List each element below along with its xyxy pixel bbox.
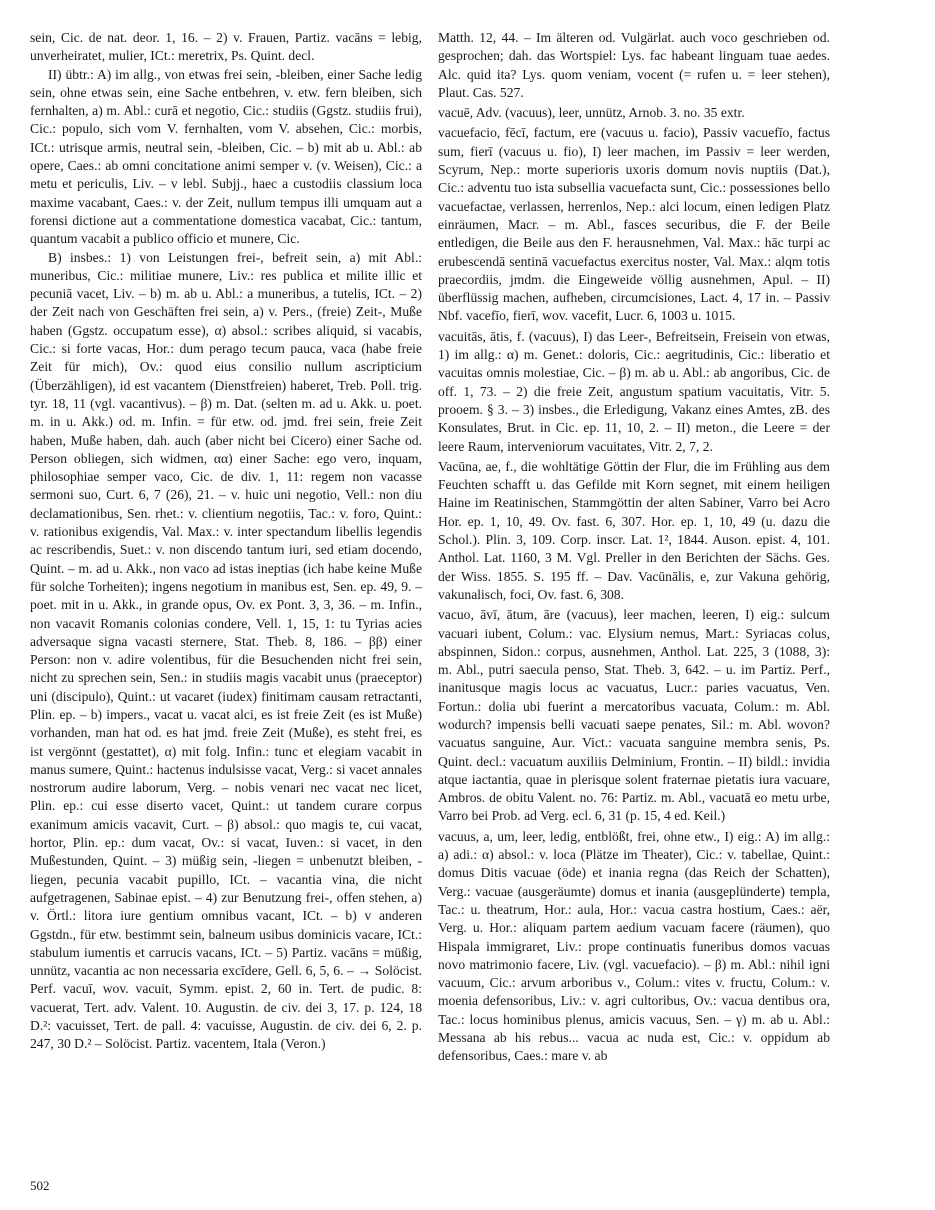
entry-paragraph: B) insbes.: 1) von Leistungen frei-, befreit sein, a) mit Abl.: muneribus, Cic.: militiae munere, Liv.: res publica et milite illic et pecuniā vacet, Liv. – b) m. ab u. Abl.: a muneribus, a tutelis, ICt. – 2) der Zeit nach von Geschäften frei sein, a) v. Pers., (freie) Zeit-, Muße haben (Ggstz. occupatum esse), α) absol.: scribes aliquid, si vacabis, Cic.: si forte vacas, Hor.: dum perago tecum pauca, vaca (habe freie Zeit für mich), Ov.: quod eius consilio nullum ascripticium (Überzähligen), id est vacantem (Dienstfreien) haberet, Treb. Poll. trig. tyr. 18, 11 (vgl. vacantivus). – β) m. Dat. (selten m. ad u. Akk. u. poet. m. in u. Akk.) od. m. Infin. = für etw. od. jmd. frei sein, freie Zeit haben, Muße haben, dah. auch (aber nicht bei Cicero) einer Sache od. Person obliegen, sich widmen, αα) einer Sache: ego vero, inquam, philosophiae semper vaco, Cic. de div. 1, 11: regem non vacasse sermoni suo, Curt. 6, 7 (26), 21. – v. huic uni negotio, Vell.: non diu declamationibus, Sen. rhet.: v. clientium negotiis, Tac.: v. foro, Quint.: v. rationibus exigendis, Val. Max.: v. inter spectandum libellis legendis ac rescribendis, Suet.: v. non discendo tantum iuri, sed etiam docendo, Quint. – m. ad u. Akk., non vaco ad istas ineptias (ich habe keine Muße für solche Torheiten); ingens negotium in manibus est, Sen. ep. 49, 9. – poet. mit in u. Akk., in grande opus, Ov. ex Pont. 3, 3, 36. – m. Infin., non vacavit Romanis colonias condere, Vell. 1, 15, 1: tu Tyrias acies adversaque signa vacasti sternere, Stat. Theb. 8, 186. – ββ) einer Person: non v. adire volentibus, für die Besuchenden nicht frei sein, nicht zu sprechen sein, Sen.: in studiis magis vacabit unus (praeceptor) uni (discipulo), Quint.: ut vacaret (iudex) finitimam causam retractanti, Plin. ep. – b) impers., vacat u. vacat alci, es ist freie Zeit (es ist Muße) vorhanden, man hat od. es hat jmd. freie Zeit (Muße), es steht frei, es ist vergönnt (gestattet), α) mit folg. Infin.: tunc et elegiam vacabit in manus sumere, Quint.: hactenus indulsisse vacat, Verg.: si vacet annales nostrorum audire laborum, Verg. – nobis venari nec vacat nec licet, Plin. ep.: cui esse diserto vacet, Quint.: ut tandem curare corpus exanimum amicis vacavit, Curt. – β) absol.: quo magis te, cui vacat, hortor, Plin. ep.: dum vacat, Ov.: si vacat, Iuven.: si vacet, in den Mußestunden, Quint. – 3) müßig sein, -liegen = unbenutzt bleiben, -liegen, pecunia vacabit pupillo, ICt. – vacantia vina, die nicht aufgetragenen, Sabinae epist. – 4) zur Benutzung frei-, offen stehen, a) v. Örtl.: litora iure gentium omnibus vacant, ICt. – b) v anderen Ggstdn., für etw. bestimmt sein, balneum usibus dominicis vacare, ICt.: stabulum iumentis et carrucis vacans, ICt. – 5) Partiz. vacāns = müßig, unnütz, vacantia ac non necessaria excīdere, Gell. 6, 5, 6. – → Solöcist. Perf. vacuī, wov. vacuit, Symm. epist. 2, 60 in. Tert. de pudic. 8: vacuerat, Tert. adv. Valent. 10. Augustin. de civ. dei 3, 17. p. 124, 18 D.²: vacuisset, Tert. de pall. 4: vacuisse, Augustin. de civ. dei 6, 2. p. 247, 30 D.² – Solöcist. Partiz. vacentem, Itala (Veron.) (30, 249, 422, 1052)
entry-vacuitas: vacuitās, ātis, f. (vacuus), I) das Leer-, Befreitsein, Freisein von etwas, 1) im allg.: α) m. Genet.: doloris, Cic.: aegritudinis, Cic.: liberatio et vacuitas omnis molestiae, Cic. – β) m. ab u. Abl.: ab angoribus, Cic. de off. 1, 73. – 2) die freie Zeit, angustum spatium vacuitatis, Vitr. 5. prooem. § 3. – 3) insbes., die Erledigung, Vakanz eines Amtes, zB. des Konsulates, Brut. in Cic. ep. 11, 10, 2. – II) meton., die Leere = der leere Raum, interveniorum vacuitates, Vitr. 2, 7, 2. (438, 328, 830, 454)
right-column (438, 29, 830, 1066)
entry-vacuus: vacuus, a, um, leer, ledig, entblößt, frei, ohne etw., I) eig.: A) im allg.: a) adi.: α) absol.: v. loca (Plätze im Theater), Cic.: v. tabellae, Quint.: domus Ditis vacuae (öde) et inania regna (das Reich der Schatten), Verg.: vacuae (ausgeräumte) domus et inania (ausgeplünderte) templa, Tac.: u. theatrum, Hor.: aula, Hor.: vacua castra hostium, Caes.: aër, Verg. u. Hor.: aliquam partem aedium vacuam facere (räumen), quo Hispala immigraret, Liv.: prope continuatis funeribus domos vacuas novo matrimonio facere, Liv. (vgl. vacuefacio). – β) m. Abl.: nihil igni vacuum, Cic.: arvum arboribus v., Colum.: vites v. fructu, Colum.: v. moenia defensoribus, Liv.: v. agri cultoribus, Ov.: vacua dentibus ora, Tac.: locus hominibus plenus, amicis vacuus, Sen. – γ) m. ab u. Abl.: Messana ab his rebus... vacua ac nuda est, Cic.: v. oppidum ab defensoribus, Caes.: mare v. ab (438, 828, 830, 1064)
entry-vacuefacio: vacuefacio, fēcī, factum, ere (vacuus u. facio), Passiv vacuefīo, factus sum, fierī (vacuus u. fio), I) leer machen, im Passiv = leer werden, Scyrum, Nep.: morte superioris uxoris domum novis nuptiis (Dat.), Cic.: adventu tuo ista subsellia vacuefacta sunt, Cic.: possessiones bello vacuefactae, verlassen, herrenlos, Nep.: alci locum, einen ledigen Platz einräumen, Macr. – m. Abl., fasces securibus, die F. der Beile entledigen, die Beile aus den F. herausnehmen, Val. Max.: hāc turpi ac erubescendā sentinā vacuefactus exercitus noster, Val. Max.: alqm totis praecordiis, jmdm. die Eingeweide völlig ausnehmen, Apul. – II) überflüssig machen, aufheben, circumcisiones, Lact. 4, 17 in. – Passiv Nbf. vacefīo, fierī, wov. vacefit, Lucr. 6, 1003 u. 1015. (438, 125, 830, 324)
page-number: 502 (30, 1178, 50, 1193)
entry-vacue: vacuē, Adv. (vacuus), leer, unnütz, Arnob. 3. no. 35 extr. (438, 105, 745, 121)
entry-paragraph: II) übtr.: A) im allg., von etwas frei sein, -bleiben, einer Sache ledig sein, ohne etwas sein, eine Sache entbehren, v. etw. fern bleiben, sich fernhalten, a) m. Abl.: curā et negotio, Cic.: studiis (Ggstz. studiis frui), Cic.: populo, sich vom V. fernhalten, vom V. absehen, Cic.: morbis, ICt.: utrisque armis, neutral sein, -bleiben, Cic. – b) mit ab u. Abl.: ab opere, Caes.: ab omni concitatione animi semper v. (v. Weisen), Cic.: a metu et periculis, Liv. – v lebl. Subjj., haec a custodiis classium loca maxime vacabant, Caes.: v. der Zeit, nullum tempus illi umquam aut a forensi dictione aut a commentatione domestica vacabat, Cic.: tantum, quantum vacabit a publico officio et munere, Cic. (30, 66, 422, 247)
entry-vacuo: vacuo, āvī, ātum, āre (vacuus), leer machen, leeren, I) eig.: sulcum vacuari iubent, Colum.: vac. Elysium nemus, Mart.: Syriacas colus, abspinnen, Sidon.: corpus, ausnehmen, Anthol. Lat. 225, 3 (1088, 3): m. Abl., putri saecula penso, Stat. Theb. 3, 642. – u. im Partiz. Perf., inanitusque magis locus ac vacuatus, Lucr.: paries vacuatus, Ven. Fortun.: dolia ubi fuerint a mercatoribus vacuata, Colum.: m. Abl. wodurch? impensis belli vacuati saepe penates, Sil.: m. Abl. wovon? vacuatus sanguine, Aur. Vict.: vacuata sanguine membra senis, Ps. Quint. decl.: vacuatum auxiliis Delminium, Frontin. – II) bildl.: invidia atque iactantia, quae in plerisque solent fraternae pietatis iura vacuare, Ambros. de obitu Valent. no. 76: Partiz. m. Abl., vacuatā eo metu urbe, Varro bei Prob. ad Verg. ecl. 6, 31 (p. 15, 4 ed. Keil.) (438, 607, 830, 824)
entry-vacuna: Vacūna, ae, f., die wohltätige Göttin der Flur, die im Frühling aus dem Feuchten schafft u. das Gefilde mit Korn segnet, mit einem heiligen Haine im Reatinischen, Stammgöttin der alten Sabiner, Varro bei Acro Hor. ep. 1, 10, 49. Ov. fast. 6, 307. Hor. ep. 1, 10, 49 (u. dazu die Schol.). Plin. 3, 109. Corp. inscr. Lat. 1², 1844. Auson. epist. 4, 101. Anthol. Lat. 1160, 3 M. Vgl. Preller in den Berichten der Sächs. Ges. der Wiss. 1855. S. 195 ff. – Dav. Vacūnālis, e, zur Vakuna gehörig, vakunalisch, foci, Ov. fast. 6, 308. (438, 458, 830, 602)
left-column (30, 29, 422, 1054)
entry-paragraph: sein, Cic. de nat. deor. 1, 16. – 2) v. Frauen, Partiz. vacāns = lebig, unverheiratet, mulier, ICt.: meretrix, Ps. Quint. decl. (30, 30, 422, 64)
entry-paragraph: Matth. 12, 44. – Im älteren od. Vulgärlat. auch voco geschrieben od. gesprochen; dah. das Wortspiel: Lys. fac habeant linguam tuae aedes. Alc. quid ita? Lys. quom veniam, vocent (= rufen u. = leer stehen), Plaut. Cas. 527. (438, 30, 830, 100)
